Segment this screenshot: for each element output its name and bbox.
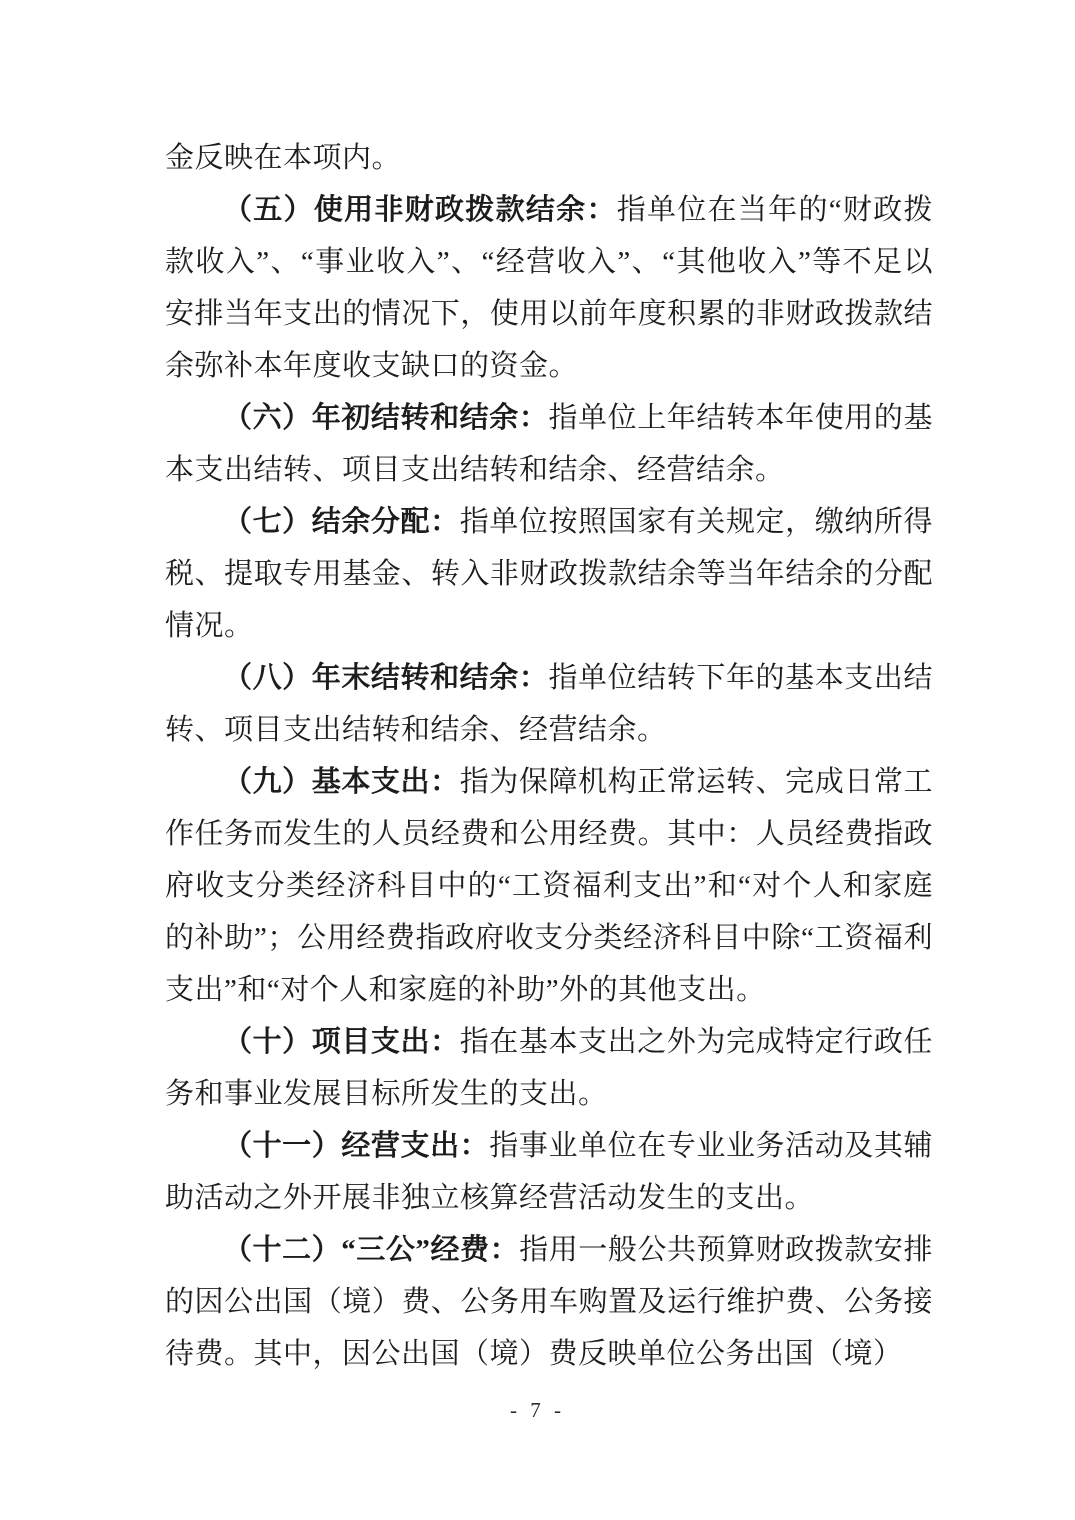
paragraph-label: （六）年初结转和结余： (223, 402, 549, 434)
paragraph-text: 指单位按照国家有关规定，缴纳所得税、提取专用基金、转入非财政拨款结余等当年结余的分配情况。 (165, 506, 933, 642)
paragraph-text: 指为保障机构正常运转、完成日常工作任务而发生的人员经费和公用经费。其中：人员经费指政府收支分类经济科目中的“工资福利支出”和“对个人和家庭的补助”；公用经费指政府收支分类经济科目中除“工资福利支出”和“对个人和家庭的补助”外的其他支出。 (165, 766, 933, 1006)
paragraph-label: （八）年末结转和结余： (223, 662, 549, 694)
paragraph-item-5 (165, 184, 933, 392)
paragraph-item-10 (165, 1016, 933, 1120)
paragraph-item-9 (165, 756, 933, 1016)
paragraph-continuation (165, 132, 933, 184)
paragraph-text: 指单位上年结转本年使用的基本支出结转、项目支出结转和结余、经营结余。 (165, 402, 933, 486)
page-number: - 7 - (510, 1398, 565, 1422)
paragraph-label: （五）使用非财政拨款结余： (223, 194, 617, 226)
paragraph-text: 指单位结转下年的基本支出结转、项目支出结转和结余、经营结余。 (165, 662, 933, 746)
paragraph-text: 指单位在当年的“财政拨款收入”、“事业收入”、“经营收入”、“其他收入”等不足以安排当年支出的情况下，使用以前年度积累的非财政拨款结余弥补本年度收支缺口的资金。 (165, 194, 933, 382)
paragraph-label: （十二）“三公”经费： (223, 1234, 520, 1266)
paragraph-item-11 (165, 1120, 933, 1224)
paragraph-label: （十）项目支出： (223, 1026, 460, 1058)
paragraph-label: （十一）经营支出： (223, 1130, 490, 1162)
document-body (165, 132, 933, 1380)
paragraph-text: 指用一般公共预算财政拨款安排的因公出国（境）费、公务用车购置及运行维护费、公务接待费。其中，因公出国（境）费反映单位公务出国（境） (165, 1234, 933, 1370)
paragraph-item-12 (165, 1224, 933, 1380)
paragraph-item-6 (165, 392, 933, 496)
paragraph-item-8 (165, 652, 933, 756)
paragraph-text: 金反映在本项内。 (165, 142, 402, 174)
paragraph-label: （七）结余分配： (223, 506, 460, 538)
paragraph-item-7 (165, 496, 933, 652)
paragraph-text: 指事业单位在专业业务活动及其辅助活动之外开展非独立核算经营活动发生的支出。 (165, 1130, 933, 1214)
paragraph-text: 指在基本支出之外为完成特定行政任务和事业发展目标所发生的支出。 (165, 1026, 933, 1110)
paragraph-label: （九）基本支出： (223, 766, 460, 798)
